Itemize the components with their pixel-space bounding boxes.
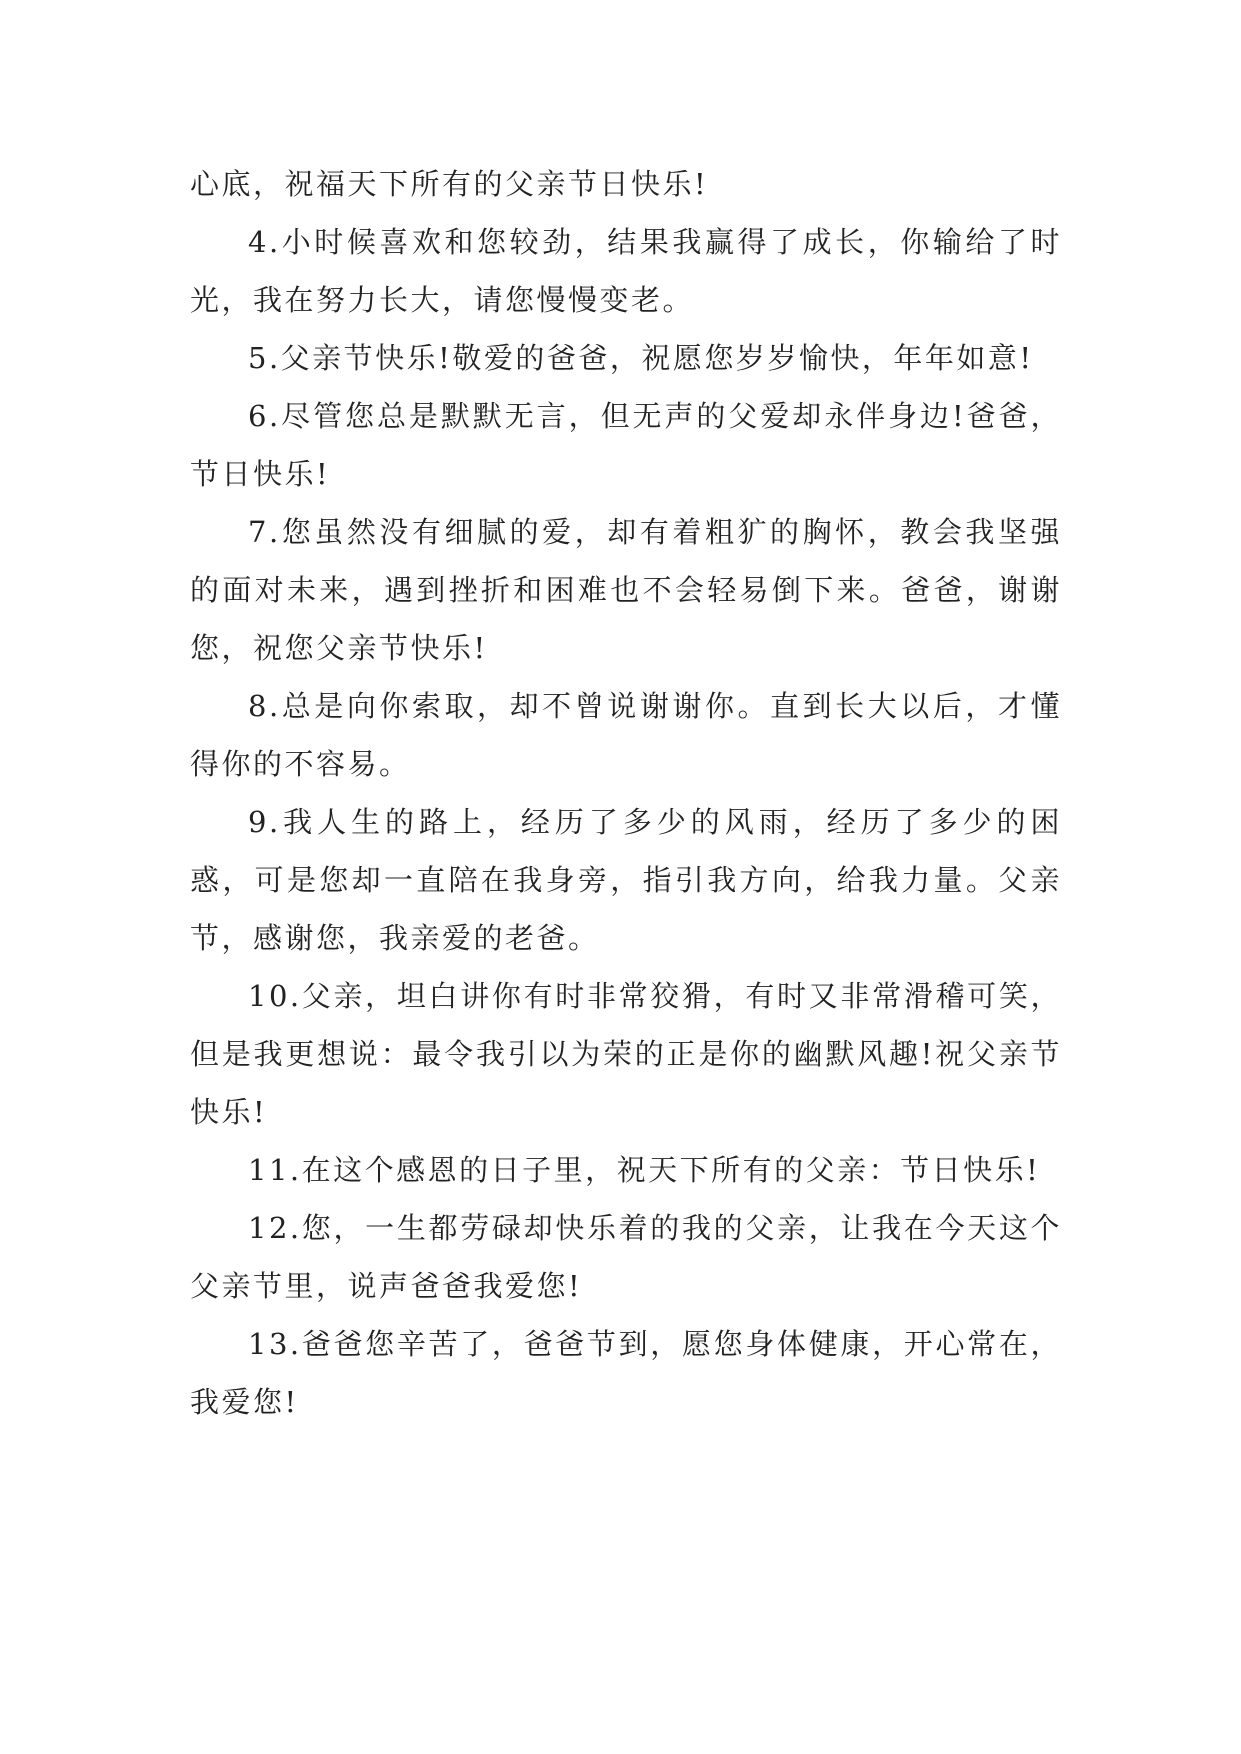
paragraph-item-13: 13.爸爸您辛苦了，爸爸节到，愿您身体健康，开心常在，我爱您!	[190, 1327, 1062, 1419]
paragraph-item-5: 5.父亲节快乐!敬爱的爸爸，祝愿您岁岁愉快，年年如意!	[248, 341, 1034, 375]
paragraph-item-6: 6.尽管您总是默默无言，但无声的父爱却永伴身边!爸爸，节日快乐!	[190, 399, 1062, 491]
paragraph-continuation: 心底，祝福天下所有的父亲节日快乐!	[190, 167, 709, 201]
paragraph-item-4: 4.小时候喜欢和您较劲，结果我赢得了成长，你输给了时光，我在努力长大，请您慢慢变老。	[190, 225, 1062, 317]
paragraph-item-8: 8.总是向你索取，却不曾说谢谢你。直到长大以后，才懂得你的不容易。	[190, 689, 1062, 781]
paragraph-item-9: 9.我人生的路上，经历了多少的风雨，经历了多少的困惑，可是您却一直陪在我身旁，指引我方向，给我力量。父亲节，感谢您，我亲爱的老爸。	[190, 805, 1062, 955]
paragraph-item-10: 10.父亲，坦白讲你有时非常狡猾，有时又非常滑稽可笑，但是我更想说：最令我引以为荣的正是你的幽默风趣!祝父亲节快乐!	[190, 979, 1062, 1129]
paragraph-item-12: 12.您，一生都劳碌却快乐着的我的父亲，让我在今天这个父亲节里，说声爸爸我爱您!	[190, 1211, 1062, 1303]
paragraph-item-11: 11.在这个感恩的日子里，祝天下所有的父亲：节日快乐!	[248, 1153, 1041, 1187]
paragraph-item-7: 7.您虽然没有细腻的爱，却有着粗犷的胸怀，教会我坚强的面对未来，遇到挫折和困难也不会轻易倒下来。爸爸，谢谢您，祝您父亲节快乐!	[190, 515, 1062, 665]
document-body	[190, 155, 1062, 1431]
